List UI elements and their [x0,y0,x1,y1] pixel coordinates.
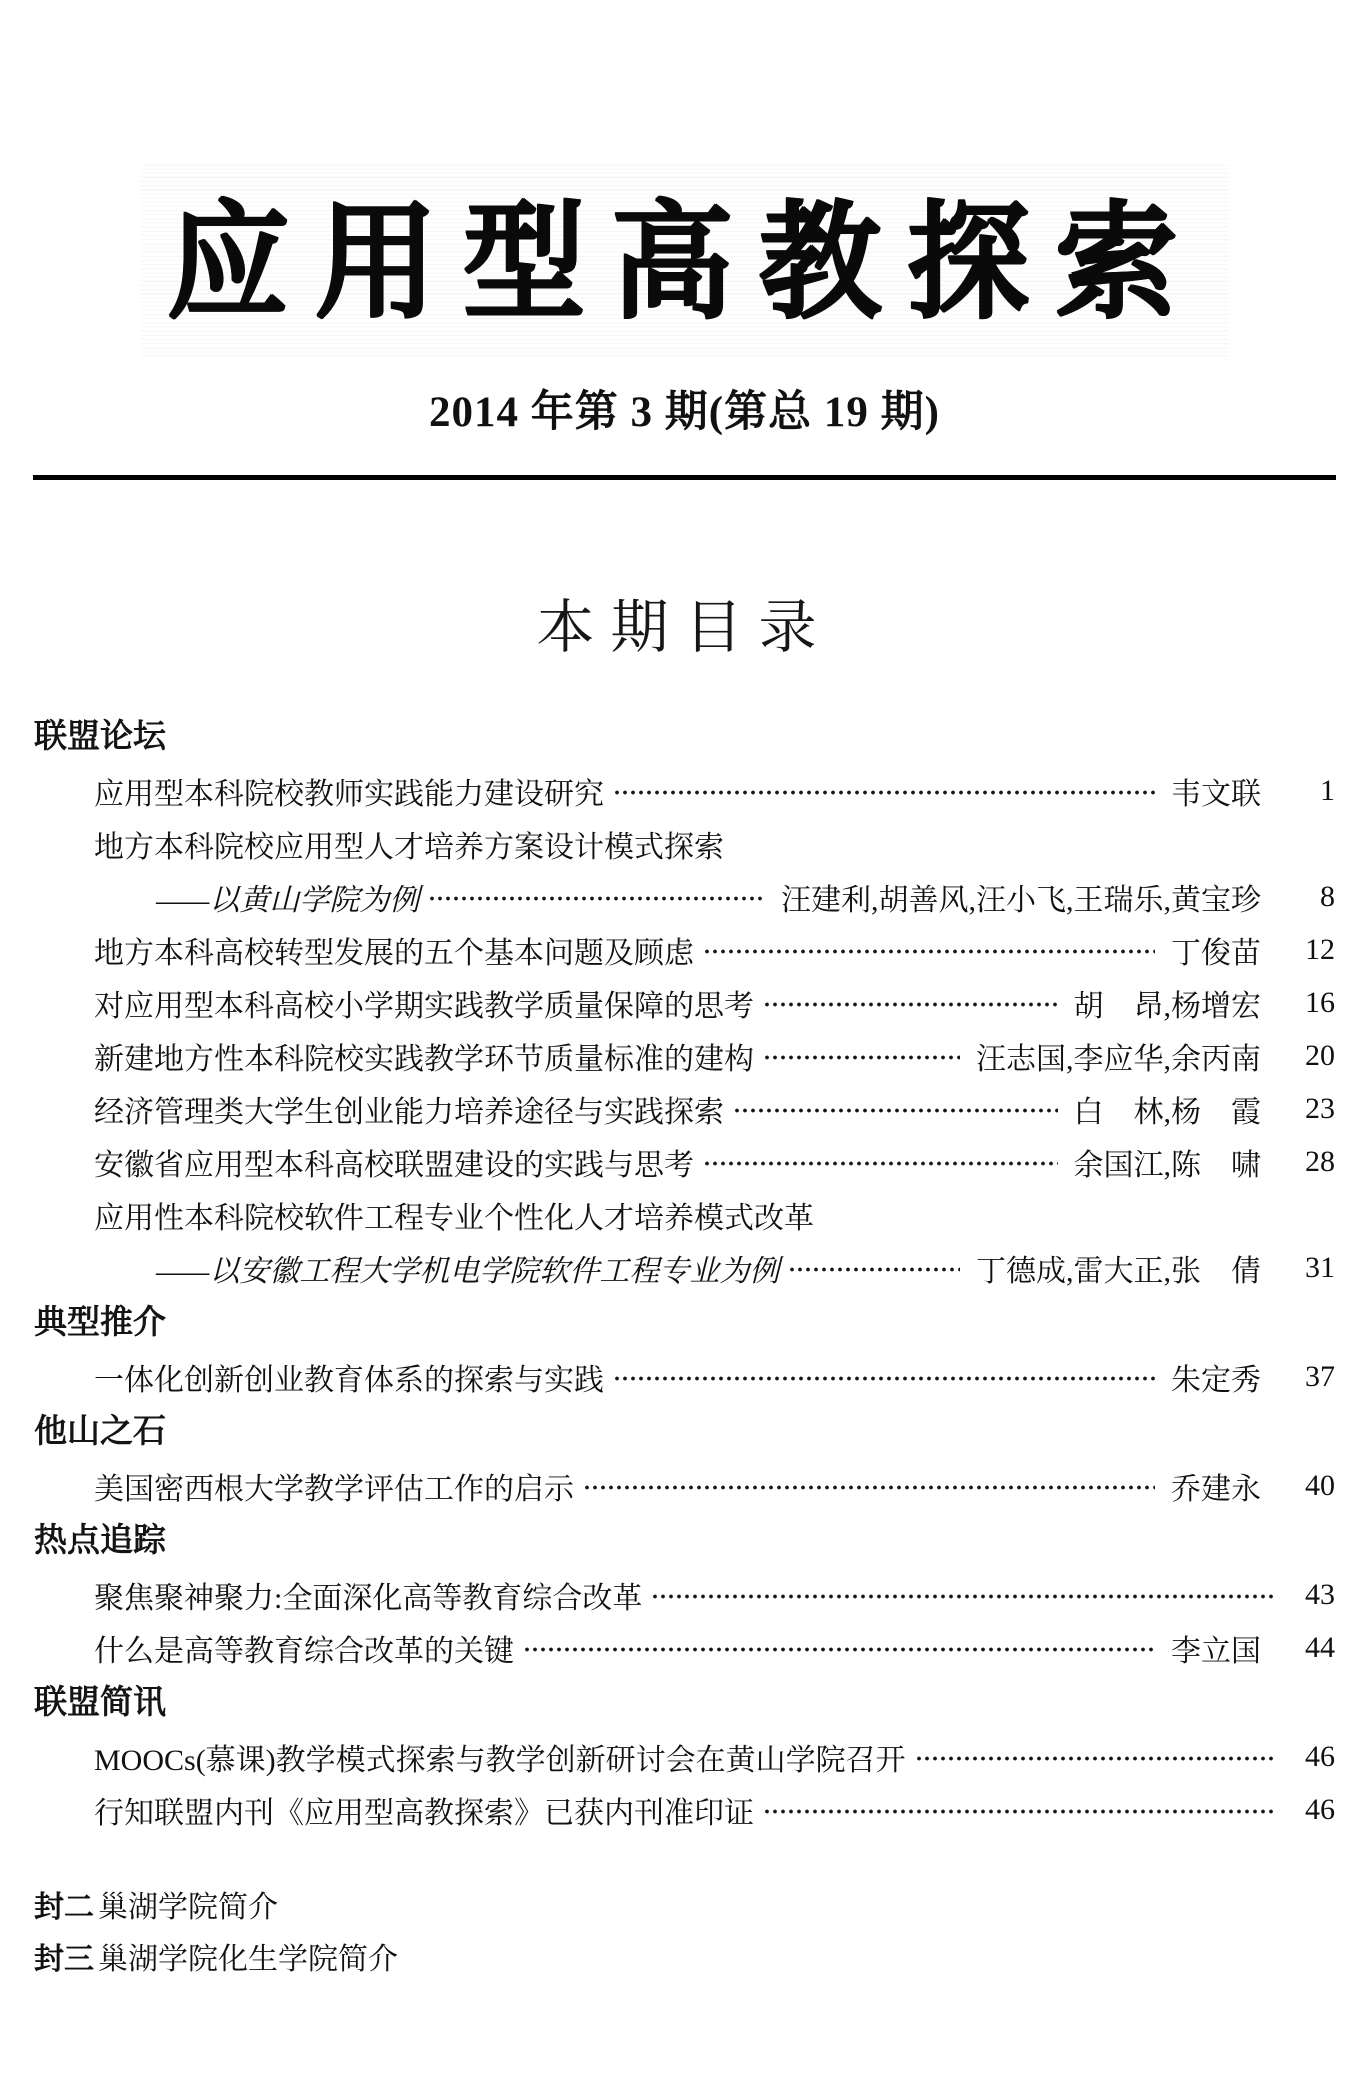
entry-subtitle: ——以安徽工程大学机电学院软件工程专业为例 [156,1254,780,1288]
section-heading: 联盟简讯 [34,1683,166,1720]
entry-title: MOOCs(慕课)教学模式探索与教学创新研讨会在黄山学院召开 [94,1743,906,1777]
toc-entry [34,1082,1335,1135]
entry-title: 行知联盟内刊《应用型高教探索》已获内刊准印证 [94,1796,754,1830]
section-heading: 他山之石 [34,1412,166,1449]
toc-entry [34,1029,1335,1082]
entry-title: 一体化创新创业教育体系的探索与实践 [94,1363,604,1397]
toc-entry [34,1730,1335,1783]
dot-leader [614,1375,1155,1382]
entry-page-number: 20 [1305,1038,1335,1072]
toc-entry [34,1568,1335,1621]
cover-text: 巢湖学院简介 [98,1891,278,1924]
toc-section-hot-topics [34,1512,1335,1674]
toc-entry [34,976,1335,1029]
entry-authors: 丁德成,雷大正,张 倩 [976,1254,1261,1288]
section-heading: 热点追踪 [34,1521,166,1558]
toc-entry [34,1459,1335,1512]
toc-section-alliance-news [34,1674,1335,1836]
cover-text: 巢湖学院化生学院简介 [98,1943,398,1976]
cover-note [34,1934,1335,1986]
cover-label: 封三 [34,1943,94,1976]
entry-title: 对应用型本科高校小学期实践教学质量保障的思考 [94,989,754,1023]
entry-page-number: 46 [1305,1739,1335,1773]
dot-leader [524,1646,1155,1653]
divider-rule [33,475,1336,480]
entry-authors: 乔建永 [1171,1472,1261,1506]
toc-section-typical [34,1294,1335,1403]
toc-entry [34,1783,1335,1836]
entry-title: 安徽省应用型本科高校联盟建设的实践与思考 [94,1148,694,1182]
toc-entry [34,764,1335,817]
entry-page-number: 12 [1305,932,1335,966]
entry-page-number: 23 [1305,1091,1335,1125]
toc-entry [34,923,1335,976]
table-of-contents [34,708,1335,1836]
cover-notes [34,1882,1335,1986]
entry-title: 聚焦聚神聚力:全面深化高等教育综合改革 [94,1581,643,1615]
toc-entry-subtitle [34,1241,1335,1294]
entry-title: 应用型本科院校教师实践能力建设研究 [94,777,604,811]
entry-page-number: 37 [1305,1359,1335,1393]
toc-entry-title-line [34,1188,1335,1241]
dot-leader [734,1107,1058,1114]
section-heading: 联盟论坛 [34,717,166,754]
contents-title: 本期目录 [536,595,833,660]
dot-leader [916,1755,1273,1762]
dot-leader [614,789,1155,796]
entry-authors: 汪志国,李应华,余丙南 [976,1042,1261,1076]
dot-leader [429,895,765,902]
dot-leader [789,1266,960,1273]
entry-page-number: 46 [1305,1792,1335,1826]
dot-leader [704,1160,1058,1167]
entry-title: 经济管理类大学生创业能力培养途径与实践探索 [94,1095,724,1129]
entry-title: 地方本科高校转型发展的五个基本问题及顾虑 [94,936,694,970]
entry-page-number: 16 [1305,985,1335,1019]
dot-leader [584,1484,1155,1491]
entry-title: 新建地方性本科院校实践教学环节质量标准的建构 [94,1042,754,1076]
entry-authors: 朱定秀 [1171,1363,1261,1397]
entry-title: 美国密西根大学教学评估工作的启示 [94,1472,574,1506]
entry-title: 应用性本科院校软件工程专业个性化人才培养模式改革 [94,1201,814,1235]
dot-leader [764,1001,1058,1008]
entry-authors: 丁俊苗 [1171,936,1261,970]
masthead [0,0,1369,441]
journal-title-calligraphy: 应用型高教探索 [141,164,1229,358]
entry-page-number: 8 [1320,879,1335,913]
toc-entry [34,1350,1335,1403]
toc-section-other-stone [34,1403,1335,1512]
entry-authors: 余国江,陈 啸 [1073,1148,1261,1182]
entry-authors: 白 林,杨 霞 [1073,1095,1261,1129]
cover-label: 封二 [34,1891,94,1924]
toc-section-forum [34,708,1335,1294]
toc-entry-title-line [34,817,1335,870]
dot-leader [764,1054,960,1061]
entry-authors: 李立国 [1171,1634,1261,1668]
entry-title: 什么是高等教育综合改革的关键 [94,1634,514,1668]
entry-subtitle: ——以黄山学院为例 [156,883,420,917]
dot-leader [652,1593,1273,1600]
entry-authors: 韦文联 [1171,777,1261,811]
entry-page-number: 31 [1305,1250,1335,1284]
toc-entry [34,1135,1335,1188]
dot-leader [704,948,1155,955]
entry-page-number: 40 [1305,1468,1335,1502]
toc-entry [34,1621,1335,1674]
entry-page-number: 28 [1305,1144,1335,1178]
cover-note [34,1882,1335,1934]
entry-page-number: 44 [1305,1630,1335,1664]
toc-entry-subtitle [34,870,1335,923]
entry-authors: 汪建利,胡善风,汪小飞,王瑞乐,黄宝珍 [781,883,1261,917]
entry-page-number: 43 [1305,1577,1335,1611]
issue-line: 2014 年第 3 期(第总 19 期) [429,389,940,436]
entry-authors: 胡 昂,杨增宏 [1073,989,1261,1023]
entry-title: 地方本科院校应用型人才培养方案设计模式探索 [94,830,724,864]
dot-leader [764,1808,1273,1815]
section-heading: 典型推介 [34,1303,166,1340]
entry-page-number: 1 [1320,773,1335,807]
